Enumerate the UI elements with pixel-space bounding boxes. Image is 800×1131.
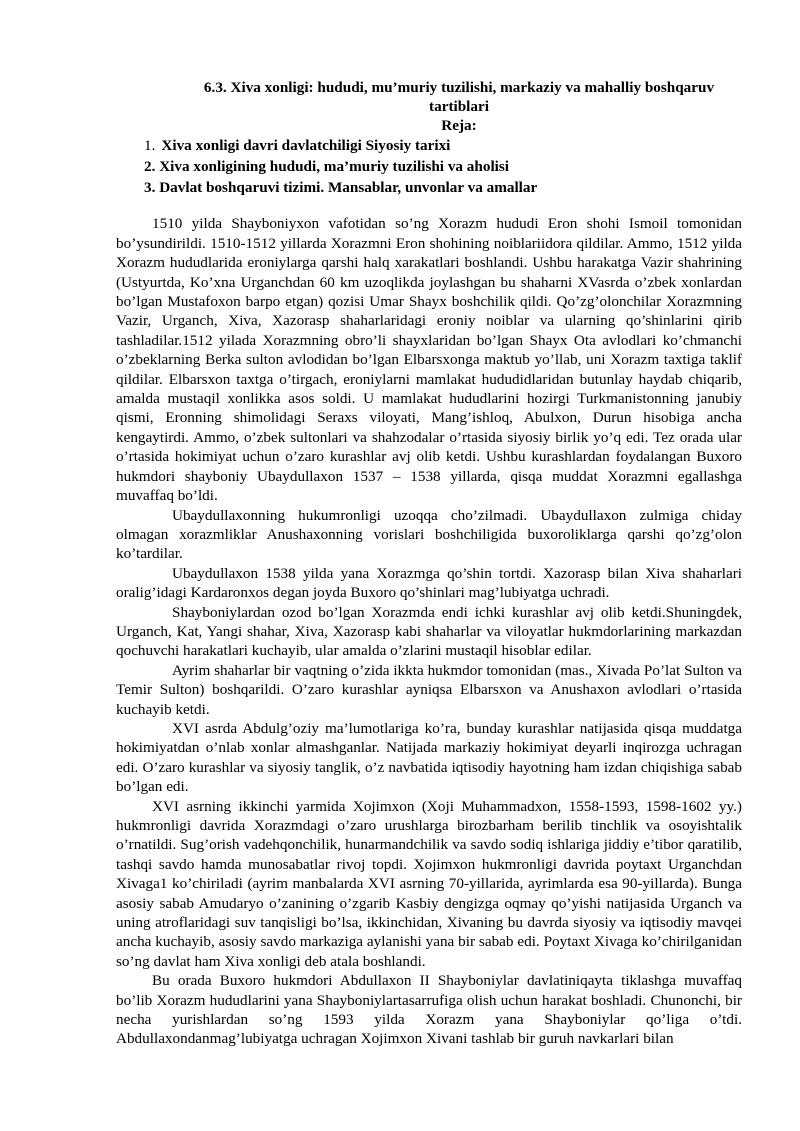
paragraph: 1510 yilda Shayboniyxon vafotidan so’ng Xorazm hududi Eron shohi Ismoil tomonidan bo’ysundirildi. 1510-1512 yillarda Xorazmni Eron shohining noiblariidora qildilar. Ammo, 1512 yilda Xorazm hududlarida eroniylarga qarshi halq xarakatlari boshlandi. Ushbu harakatga Vazir shahrining (Ustyurtda, Ko’xna Urganchdan 60 km uzoqlikda joylashgan bu shaharni XVasrda o’zbek xonlardan bo’lgan Mustafoxon barpo etgan) qozisi Umar Shayx boshchilik qildi. Qo’zg’olonchilar Xorazmning Vazir, Urganch, Xiva, Xazorasp shaharlaridagi eroniy noiblar va ularning qo’shinlarini qirib tashladilar.1512 yilada Xorazmning obro’li shayxlaridan bo’lgan Shayx Ota avlodlari ko’chmanchi o’zbeklarning Berka sulton avlodidan bo’lgan Elbarsxonga maktub yo’llab, uni Xorazm taxtiga taklif qildilar. Elbarsxon taxtga o’tirgach, eroniylarni mamlakat hududidlaridan butunlay haydab chiqarib, amalda mustaqil xonlikka asos soldi. U mamlakat hududlarini hozirgi Turkmanistonning janubiy qismi, Eronning shimolidagi Seraxs viloyati, Mang’ishloq, Abulxon, Durun hisobiga ancha kengaytirdi. Ammo, o’zbek sultonlari va shahzodalar o’rtasida siyosiy birlik yo’q edi. Tez orada ular o’rtasida hokimiyat uchun o’zaro kurashlar avj olib ketdi. Ushbu kurashlardan foydalangan Buxoro hukmdori shayboniy Ubaydullaxon 1537 – 1538 yillarda, qisqa muddat Xorazmni egallashga muvaffaq bo’ldi.: [116, 215, 742, 505]
plan-item: [144, 135, 742, 156]
spacer: [116, 198, 742, 214]
plan-list: [144, 135, 742, 198]
plan-item-text: 2. Xiva xonligining hududi, ma’muriy tuzilishi va aholisi: [144, 158, 510, 176]
plan-heading: Reja:: [441, 117, 477, 134]
plan-item-text: 3. Davlat boshqaruvi tizimi. Mansablar, unvonlar va amallar: [144, 179, 538, 197]
paragraph: XVI asrning ikkinchi yarmida Xojimxon (Xoji Muhammadxon, 1558-1593, 1598-1602 yy.) hukmronligi davrida Xorazmdagi o’zaro urushlarga birozbarham berilib tinchlik va osoyishtalik o’rnatildi. Sug’orish vadehqonchilik, hunarmandchilik va savdo sodiq ishlariga jiddiy e’tibor qaratilib, tashqi savdo hamda munosabatlar rivoj topdi. Xojimxon hukmronligi davrida poytaxt Urganchdan Xivaga1 ko’chiriladi (ayrim manbalarda XVI asrning 70-yillarida, ayrimlarda esa 90-yillarda). Bunga asosiy sabab Amudaryo o’zanining o’zgarib Kasbiy dengizga oqmay qo’yishi natijasida Urganch va uning atroflaridagi suv tanqisligi bo’lsa, ikkinchidan, Xivaning bu davrda siyosiy va iqtisodiy mavqei ancha kuchayib, asosiy savdo markaziga aylanishi yana bir sabab edi. Poytaxt Xivaga ko’chirilganidan so’ng davlat ham Xiva xonligi deb atala boshlandi.: [116, 797, 742, 970]
paragraph: Ubaydullaxonning hukumronligi uzoqqa cho’zilmadi. Ubaydullaxon zulmiga chiday olmagan xorazmliklar Anushaxonning vorislari boshchiligida buxoroliklarga qarshi qo’zg’olon ko’tardilar.: [116, 506, 742, 563]
paragraph: Ubaydullaxon 1538 yilda yana Xorazmga qo’shin tortdi. Xazorasp bilan Xiva shaharlari oralig’idagi Kardaronxos degan joyda Buxoro qo’shinlari mag’lubiyatga uchradi.: [116, 564, 742, 602]
paragraph: Shayboniylardan ozod bo’lgan Xorazmda endi ichki kurashlar avj olib ketdi.Shuningdek, Urganch, Kat, Yangi shahar, Xiva, Xazorasp kabi shaharlar va viloyatlar hukmdorlarining markazdan qochuvchi harakatlari kuchayib, ular amalda o’zlarini mustaqil hisoblar edilar.: [116, 603, 742, 660]
paragraph: Ayrim shaharlar bir vaqtning o’zida ikkta hukmdor tomonidan (mas., Xivada Po’lat Sulton va Temir Sulton) boshqarildi. O’zaro kurashlar ayniqsa Elbarsxon va Anushaxon avlodlari o’rtasida kuchayib ketdi.: [116, 661, 742, 718]
plan-item: [144, 156, 742, 177]
document-title: 6.3. Xiva xonligi: hududi, mu’muriy tuzilishi, markaziy va mahalliy boshqaruv tartiblari: [203, 79, 715, 115]
plan-item-number: 1.: [144, 137, 156, 155]
paragraph: Bu orada Buxoro hukmdori Abdullaxon II Shayboniylar davlatiniqayta tiklashga muvaffaq bo’lib Xorazm hududlarini yana Shayboniylartasarrufiga olish uchun harakat boshladi. Chunonchi, bir necha yurishlardan so’ng 1593 yilda Xorazm yana Shayboniylar qo’liga o’tdi. Abdullaxondanmag’lubiyatga uchragan Xojimxon Xivani tashlab bir guruh navkarlari bilan: [116, 972, 742, 1048]
plan-item-text: Xiva xonligi davri davlatchiligi Siyosiy tarixi: [161, 137, 451, 155]
plan-item: [144, 177, 742, 198]
paragraph: XVI asrda Abdulg’oziy ma’lumotlariga ko’ra, bunday kurashlar natijasida qisqa muddatga hokimiyatdan o’nlab xonlar almashganlar. Natijada markaziy hokimiyat deyarli inqirozga uchragan edi. O’zaro kurashlar va siyosiy tanglik, o’z navbatida iqtisodiy hayotning ham izdan chiqishiga sabab bo’lgan edi.: [116, 719, 742, 796]
